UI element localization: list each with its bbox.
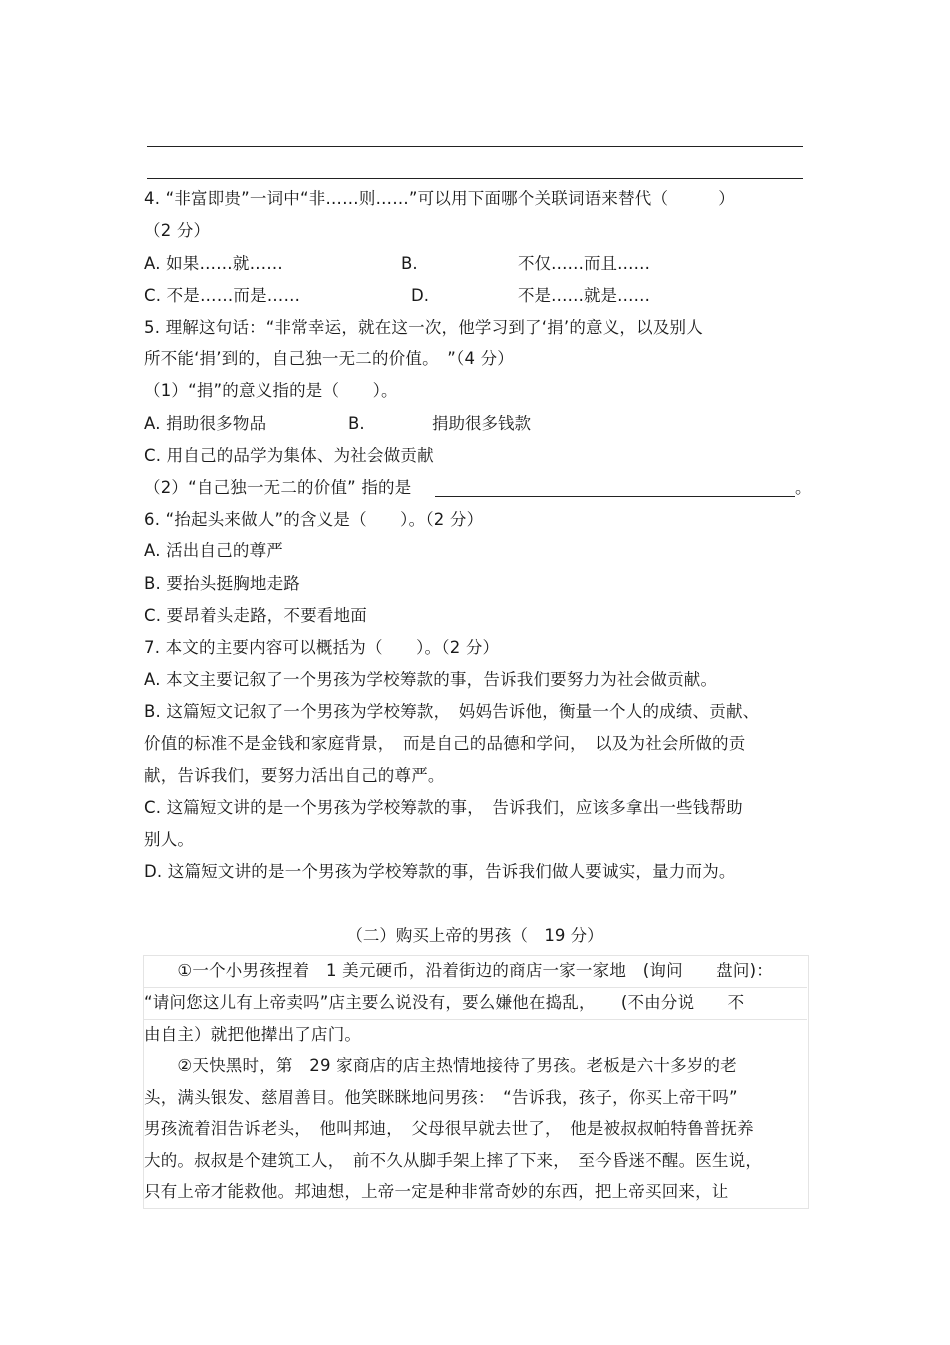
q5-sub-question-2: （2）“自己独一无二的价值” 指的是 (144, 478, 412, 497)
answer-line-1 (147, 146, 803, 147)
passage-para-2-line-3: 男孩流着泪告诉老头， 他叫邦迪， 父母很早就去世了， 他是被叔叔帕特鲁普抚养 (144, 1119, 754, 1138)
q4-score: （2 分） (144, 221, 211, 240)
passage-para-2-line-5: 只有上帝才能救他。邦迪想，上帝一定是种非常奇妙的东西，把上帝买回来，让 (144, 1182, 729, 1201)
passage-row-divider (143, 1019, 807, 1020)
q5-option-b-text: 捐助很多钱款 (432, 414, 531, 433)
q7-option-a: A. 本文主要记叙了一个男孩为学校筹款的事，告诉我们要努力为社会做贡献。 (144, 670, 718, 689)
q5-sub-question-2-end: 。 (795, 478, 812, 497)
passage-para-2-line-1: ②天快黑时，第 29 家商店的店主热情地接待了男孩。老板是六十多岁的老 (144, 1056, 737, 1075)
q6-option-a: A. 活出自己的尊严 (144, 541, 283, 560)
q7-option-c-line-2: 别人。 (144, 830, 195, 849)
q5-option-b-label: B. (348, 414, 365, 433)
q4-option-b-label: B. (401, 254, 418, 273)
passage-para-1-line-3: 由自主）就把他撵出了店门。 (144, 1025, 362, 1044)
q7-option-c-line-1: C. 这篇短文讲的是一个男孩为学校筹款的事， 告诉我们，应该多拿出一些钱帮助 (144, 798, 743, 817)
answer-line-2 (147, 178, 803, 179)
q4-option-b-text: 不仅……而且…… (518, 254, 650, 273)
passage-para-2-line-2: 头，满头银发、慈眉善目。他笑眯眯地问男孩： “告诉我，孩子，你买上帝干吗” (144, 1088, 738, 1107)
q4-stem: 4. “非富即贵”一词中“非……则……”可以用下面哪个关联词语来替代（ ） (144, 189, 735, 208)
q4-option-d-label: D. (411, 286, 429, 305)
q6-stem: 6. “抬起头来做人”的含义是（ ）。（2 分） (144, 510, 484, 529)
passage-para-1-line-1: ①一个小男孩捏着 1 美元硬币，沿着街边的商店一家一家地 (询问 盘问)： (144, 961, 773, 980)
q7-option-b-line-3: 献，告诉我们，要努力活出自己的尊严。 (144, 766, 445, 785)
q5-answer-blank[interactable] (435, 496, 795, 497)
q4-option-a: A. 如果……就…… (144, 254, 283, 273)
passage-para-2-line-4: 大的。叔叔是个建筑工人， 前不久从脚手架上摔了下来， 至今昏迷不醒。医生说， (144, 1151, 763, 1170)
q7-option-d: D. 这篇短文讲的是一个男孩为学校筹款的事，告诉我们做人要诚实，量力而为。 (144, 862, 736, 881)
q6-option-b: B. 要抬头挺胸地走路 (144, 574, 301, 593)
q5-stem-line-2: 所不能‘捐’到的，自己独一无二的价值。 ”（4 分） (144, 349, 514, 368)
section-2-title: （二）购买上帝的男孩（ 19 分） (346, 926, 604, 945)
q5-option-a: A. 捐助很多物品 (144, 414, 267, 433)
q6-option-c: C. 要昂着头走路，不要看地面 (144, 606, 368, 625)
q4-option-c: C. 不是……而是…… (144, 286, 301, 305)
q5-stem-line-1: 5. 理解这句话：“非常幸运，就在这一次，他学习到了‘捐’的意义，以及别人 (144, 318, 703, 337)
q7-option-b-line-2: 价值的标准不是金钱和家庭背景， 而是自己的品德和学问， 以及为社会所做的贡 (144, 734, 746, 753)
q5-option-c: C. 用自己的品学为集体、为社会做贡献 (144, 446, 434, 465)
q4-option-d-text: 不是……就是…… (518, 286, 650, 305)
q7-stem: 7. 本文的主要内容可以概括为（ ）。（2 分） (144, 638, 500, 657)
q7-option-b-line-1: B. 这篇短文记叙了一个男孩为学校筹款， 妈妈告诉他，衡量一个人的成绩、贡献、 (144, 702, 760, 721)
passage-row-divider (143, 987, 807, 988)
q5-sub-question-1: （1）“捐”的意义指的是（ ）。 (144, 381, 398, 400)
passage-para-1-line-2: “请问您这儿有上帝卖吗”店主要么说没有，要么嫌他在捣乱， (不由分说 不 (144, 993, 745, 1012)
